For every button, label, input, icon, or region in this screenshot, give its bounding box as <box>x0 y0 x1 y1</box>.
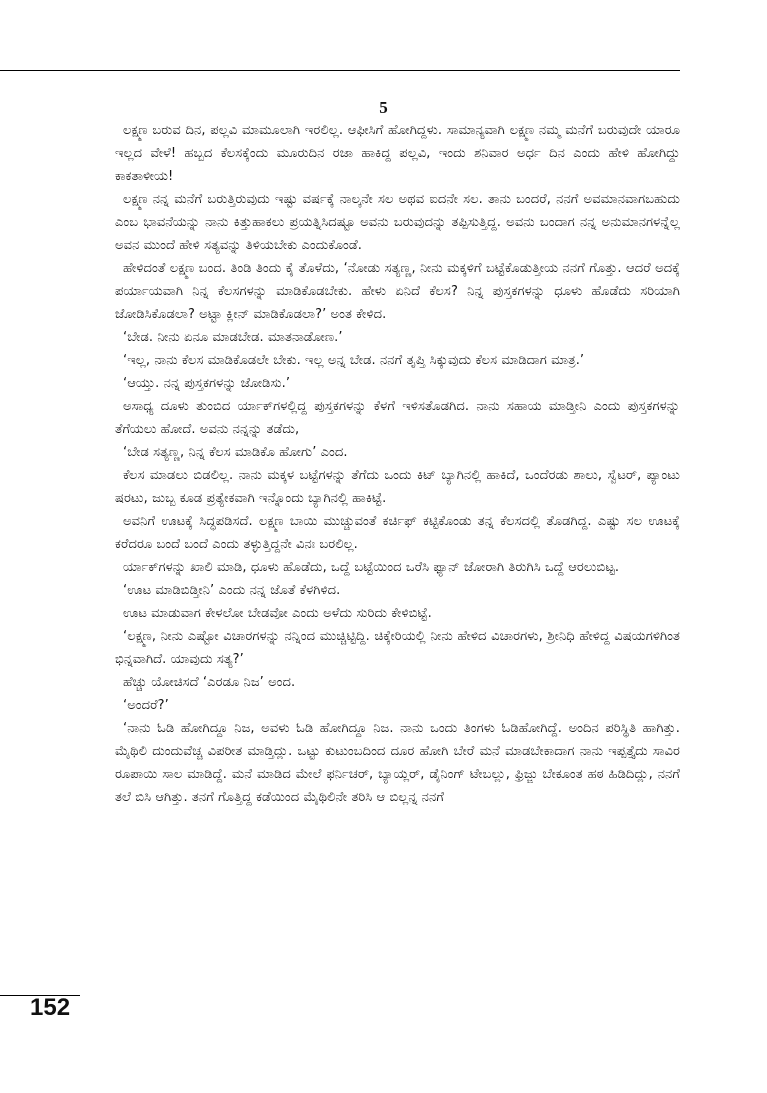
paragraph: ಊಟ ಮಾಡುವಾಗ ಕೇಳಲೋ ಬೇಡವೋ ಎಂದು ಅಳೆದು ಸುರಿದು ಕೇಳಿಬಿಟ್ಟೆ. <box>123 606 432 621</box>
paragraph: ‘ಬೇಡ ಸತ್ಯಣ್ಣ, ನಿನ್ನ ಕೆಲಸ ಮಾಡಿಕೊ ಹೋಗು’ ಎಂದ. <box>123 445 348 460</box>
paragraph: ಲಕ್ಷ್ಮಣ ಬರುವ ದಿನ, ಪಲ್ಲವಿ ಮಾಮೂಲಾಗಿ ಇರಲಿಲ್ಲ. ಆಫೀಸಿಗೆ ಹೋಗಿದ್ದಳು. ಸಾಮಾನ್ಯವಾಗಿ ಲಕ್ಷ್ಮಣ ನಮ್ಮ ಮನೆಗೆ ಬರುವುದೇ ಯಾರೂ ಇಲ್ಲದ ವೇಳೆ! ಹಬ್ಬದ ಕೆಲಸಕ್ಕೆಂದು ಮೂರುದಿನ ರಜಾ ಹಾಕಿದ್ದ ಪಲ್ಲವಿ, ಇಂದು ಶನಿವಾರ ಅರ್ಧ ದಿನ ಎಂದು ಹೇಳಿ ಹೋಗಿದ್ದು ಕಾಕತಾಳೀಯ! <box>115 123 680 184</box>
paragraph: ‘ನಾನು ಓಡಿ ಹೋಗಿದ್ದೂ ನಿಜ, ಅವಳು ಓಡಿ ಹೋಗಿದ್ದೂ ನಿಜ. ನಾನು ಒಂದು ತಿಂಗಳು ಓಡಿಹೋಗಿದ್ದೆ. ಅಂದಿನ ಪರಿಸ್ಥಿತಿ ಹಾಗಿತ್ತು. ಮೈಥಿಲಿ ದುಂದುವೆಚ್ಚ ವಿಪರೀತ ಮಾಡ್ತಿದ್ಲು. ಒಟ್ಟು ಕುಟುಂಬದಿಂದ ದೂರ ಹೋಗಿ ಬೇರೆ ಮನೆ ಮಾಡಬೇಕಾದಾಗ ನಾನು ಇಪ್ಪತ್ತೈದು ಸಾವಿರ ರೂಪಾಯಿ ಸಾಲ ಮಾಡಿದ್ದೆ. ಮನೆ ಮಾಡಿದ ಮೇಲೆ ಫರ್ನಿಚರ್, ಬ್ಯಾಯ್ಲರ್, ಡೈನಿಂಗ್ ಟೇಬಲ್ಲು, ಫ್ರಿಜ್ಜು ಬೇಕೂಂತ ಹಠ ಹಿಡಿದಿದ್ಲು, ನನಗೆ ತಲೆ ಬಿಸಿ ಆಗಿತ್ತು. ತನಗೆ ಗೊತ್ತಿದ್ದ ಕಡೆಯಿಂದ ಮೈಥಿಲಿನೇ ತರಿಸಿ ಆ ಬಿಲ್ಲನ್ನ ನನಗೆ <box>115 721 680 805</box>
paragraph: ಅಸಾಧ್ಯ ದೂಳು ತುಂಬಿದ ರ್ಯಾಕ್‌ಗಳಲ್ಲಿದ್ದ ಪುಸ್ತಕಗಳನ್ನು ಕೆಳಗೆ ಇಳಿಸತೊಡಗಿದ. ನಾನು ಸಹಾಯ ಮಾಡ್ತೀನಿ ಎಂದು ಪುಸ್ತಕಗಳನ್ನು ತೆಗೆಯಲು ಹೋದೆ. ಅವನು ನನ್ನನ್ನು ತಡೆದು, <box>115 399 680 437</box>
header-rule <box>0 70 680 71</box>
paragraph: ಹೇಳಿದಂತೆ ಲಕ್ಷ್ಮಣ ಬಂದ. ತಿಂಡಿ ತಿಂದು ಕೈ ತೊಳೆದು, ‘ನೋಡು ಸತ್ಯಣ್ಣ, ನೀನು ಮಕ್ಕಳಿಗೆ ಬಟ್ಟೆಕೊಡುತ್ತೀಯ ನನಗೆ ಗೊತ್ತು. ಆದರೆ ಅದಕ್ಕೆ ಪರ್ಯಾಯವಾಗಿ ನಿನ್ನ ಕೆಲಸಗಳನ್ನು ಮಾಡಿಕೊಡಬೇಕು. ಹೇಳು ಏನಿದೆ ಕೆಲಸ? ನಿನ್ನ ಪುಸ್ತಕಗಳನ್ನು ಧೂಳು ಹೊಡೆದು ಸರಿಯಾಗಿ ಜೋಡಿಸಿಕೊಡಲಾ? ಅಟ್ಟಾ ಕ್ಲೀನ್ ಮಾಡಿಕೊಡಲಾ?’ ಅಂತ ಕೇಳಿದ. <box>115 261 680 322</box>
paragraph: ಕೆಲಸ ಮಾಡಲು ಬಿಡಲಿಲ್ಲ. ನಾನು ಮಕ್ಕಳ ಬಟ್ಟೆಗಳನ್ನು ತೆಗೆದು ಒಂದು ಕಿಟ್ ಬ್ಯಾಗಿನಲ್ಲಿ ಹಾಕಿದೆ, ಒಂದೆರಡು ಶಾಲು, ಸ್ವೆಟರ್, ಪ್ಯಾಂಟು ಷರಟು, ಜುಬ್ಬ ಕೂಡ ಪ್ರತ್ಯೇಕವಾಗಿ ಇನ್ನೊಂದು ಬ್ಯಾಗಿನಲ್ಲಿ ಹಾಕಿಟ್ಟೆ. <box>115 468 680 506</box>
paragraph: ‘ಊಟ ಮಾಡಿಬಿಡ್ತೀನಿ’ ಎಂದು ನನ್ನ ಜೊತೆ ಕೆಳಗಿಳಿದ. <box>123 583 341 598</box>
paragraph: ಲಕ್ಷ್ಮಣ ನನ್ನ ಮನೆಗೆ ಬರುತ್ತಿರುವುದು ಇಷ್ಟು ವರ್ಷಕ್ಕೆ ನಾಲ್ಕನೇ ಸಲ ಅಥವ ಐದನೇ ಸಲ. ತಾನು ಬಂದರೆ, ನನಗೆ ಅವಮಾನವಾಗಬಹುದು ಎಂಬ ಭಾವನೆಯನ್ನು ನಾನು ಕಿತ್ತುಹಾಕಲು ಪ್ರಯತ್ನಿಸಿದಷ್ಟೂ ಅವನು ಬರುವುದನ್ನು ತಪ್ಪಿಸುತ್ತಿದ್ದ. ಅವನು ಬಂದಾಗ ನನ್ನ ಅನುಮಾನಗಳನ್ನೆಲ್ಲ ಅವನ ಮುಂದೆ ಹೇಳಿ ಸತ್ಯವನ್ನು ತಿಳಿಯಬೇಕು ಎಂದುಕೊಂಡೆ. <box>115 192 680 253</box>
paragraph: ‘ಲಕ್ಷ್ಮಣ, ನೀನು ಎಷ್ಟೋ ವಿಚಾರಗಳನ್ನು ನನ್ನಿಂದ ಮುಚ್ಚಿಟ್ಟಿದ್ದಿ. ಚಿಕ್ಕೇರಿಯಲ್ಲಿ ನೀನು ಹೇಳಿದ ವಿಚಾರಗಳು, ಶ್ರೀನಿಧಿ ಹೇಳಿದ್ದ ವಿಷಯಗಳಿಗಿಂತ ಭಿನ್ನವಾಗಿದೆ. ಯಾವುದು ಸತ್ಯ?’ <box>115 629 680 667</box>
paragraph: ‘ಅಂದರೆ?’ <box>123 698 169 713</box>
paragraph: ‘ಇಲ್ಲ, ನಾನು ಕೆಲಸ ಮಾಡಿಕೊಡಲೇ ಬೇಕು. ಇಲ್ಲ ಅನ್ನ ಬೇಡ. ನನಗೆ ತೃಪ್ತಿ ಸಿಕ್ಕುವುದು ಕೆಲಸ ಮಾಡಿದಾಗ ಮಾತ್ರ.’ <box>123 353 585 368</box>
paragraph: ಅವನಿಗೆ ಊಟಕ್ಕೆ ಸಿದ್ಧಪಡಿಸದೆ. ಲಕ್ಷ್ಮಣ ಬಾಯಿ ಮುಚ್ಚುವಂತೆ ಕರ್ಚಿಫ್ ಕಟ್ಟಿಕೊಂಡು ತನ್ನ ಕೆಲಸದಲ್ಲಿ ತೊಡಗಿದ್ದ. ಎಷ್ಟು ಸಲ ಊಟಕ್ಕೆ ಕರೆದರೂ ಬಂದೆ ಬಂದೆ ಎಂದು ತಳ್ಳುತ್ತಿದ್ದನೇ ವಿನಃ ಬರಲಿಲ್ಲ. <box>115 514 680 552</box>
paragraph: ‘ಬೇಡ. ನೀನು ಏನೂ ಮಾಡಬೇಡ. ಮಾತನಾಡೋಣ.’ <box>123 330 343 345</box>
paragraph: ಹೆಚ್ಚು ಯೋಚಿಸದೆ ‘ಎರಡೂ ನಿಜ’ ಅಂದ. <box>123 675 296 690</box>
chapter-number: 5 <box>379 98 388 117</box>
paragraph: ರ್ಯಾಕ್‌ಗಳನ್ನು ಖಾಲಿ ಮಾಡಿ, ಧೂಳು ಹೊಡೆದು, ಒದ್ದೆ ಬಟ್ಟೆಯಿಂದ ಒರೆಸಿ ಫ್ಯಾನ್ ಜೋರಾಗಿ ತಿರುಗಿಸಿ ಒದ್ದೆ ಆರಲುಬಿಟ್ಟ. <box>123 560 620 575</box>
paragraph: ‘ಆಯ್ತು. ನನ್ನ ಪುಸ್ತಕಗಳನ್ನು ಜೋಡಿಸು.’ <box>123 376 291 391</box>
page-number: 152 <box>30 994 71 1021</box>
body-text <box>115 119 680 809</box>
